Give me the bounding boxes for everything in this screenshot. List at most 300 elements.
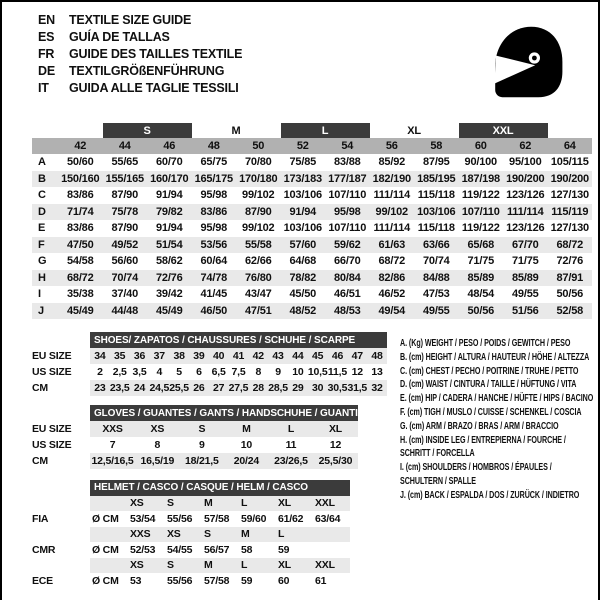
size-value: 160/170: [147, 171, 192, 188]
helmet-table: [32, 480, 350, 589]
size-value: 111/114: [373, 222, 411, 235]
size-value: 55/65: [111, 156, 139, 169]
sub-value: 37: [149, 348, 169, 364]
size-value: 74/78: [192, 270, 237, 287]
sub-value: 59: [241, 574, 253, 587]
size-value: 67/70: [503, 237, 548, 254]
sub-value: 57/58: [204, 512, 230, 525]
sub-value: 48: [367, 348, 387, 364]
sub-value: 34: [90, 348, 110, 364]
size-value: 111/114: [503, 204, 548, 221]
size-header-row: [32, 138, 592, 154]
sub-value: 58: [241, 543, 253, 556]
size-value: 91/94: [155, 222, 183, 235]
size-header-cell: 58: [414, 138, 459, 154]
size-header-cell: 56: [370, 138, 415, 154]
size-value: 39/42: [155, 288, 183, 301]
language-row: [38, 12, 242, 29]
sub-value: 52/53: [130, 543, 156, 556]
sub-value: XS: [128, 496, 165, 512]
sub-value: 16,5/19: [135, 453, 180, 469]
size-value: 62/66: [245, 255, 272, 268]
language-label: GUIDA ALLE TAGLIE TESSILI: [69, 81, 239, 95]
size-value: 115/119: [548, 204, 593, 221]
size-group-header: XXL: [459, 123, 548, 138]
size-value: 170/180: [236, 171, 281, 188]
size-group-header: XL: [407, 124, 421, 137]
sub-value: 26: [189, 380, 209, 396]
sub-value: 47: [347, 348, 367, 364]
sub-row: [32, 453, 358, 469]
sub-value: 25,5: [169, 382, 189, 394]
size-value: 83/86: [66, 189, 94, 202]
size-value: 123/126: [506, 222, 545, 235]
size-value: 68/72: [548, 237, 593, 254]
sub-row-label: EU SIZE: [32, 350, 72, 362]
sub-value: 7: [109, 439, 116, 451]
sub-row: [32, 496, 350, 512]
size-value: 70/74: [103, 270, 148, 287]
sub-value: Ø CM: [92, 512, 119, 525]
measurement-row: [32, 286, 592, 303]
size-value: 65/75: [200, 156, 228, 169]
sub-value: S: [180, 421, 225, 437]
sub-value: M: [202, 496, 239, 512]
sub-value: 5: [176, 366, 182, 378]
size-value: 95/98: [325, 204, 370, 221]
legend-item: E. (cm) HIP / CADERA / HANCHE / HÜFTE / HIPS / BACINO: [400, 393, 594, 405]
sub-row-label: CM: [32, 382, 48, 394]
size-header-cell: 48: [192, 138, 237, 154]
size-value: 72/76: [147, 270, 192, 287]
sub-value: 56/57: [204, 543, 230, 556]
sub-row: [32, 380, 387, 396]
size-value: 49/54: [370, 303, 415, 320]
language-code: ES: [38, 30, 55, 44]
sub-value: 28,5: [268, 382, 288, 394]
size-value: 51/56: [503, 303, 548, 320]
size-value: 115/118: [417, 189, 455, 202]
size-value: 187/198: [459, 171, 504, 188]
sub-row: [32, 348, 387, 364]
size-value: 48/54: [467, 288, 495, 301]
language-label: GUIDE DES TAILLES TEXTILE: [69, 47, 243, 61]
language-label: TEXTILE SIZE GUIDE: [69, 13, 192, 27]
sub-value: 30: [308, 380, 328, 396]
sub-value: L: [239, 496, 276, 512]
measurement-row: [32, 204, 592, 221]
size-value: 51/54: [147, 237, 192, 254]
measurement-row: [32, 270, 592, 287]
size-value: 46/52: [378, 288, 406, 301]
size-value: 99/102: [242, 222, 275, 235]
legend-item: A. (Kg) WEIGHT / PESO / POIDS / GEWITCH / PESO: [400, 338, 571, 349]
legend-item: D. (cm) WAIST / CINTURA / TAILLE / HÜFTUNG / VITA: [400, 379, 577, 391]
size-value: 72/76: [556, 255, 584, 268]
size-group-header: [32, 123, 103, 138]
size-value: 87/90: [111, 189, 139, 202]
size-group-row: [32, 123, 592, 138]
row-label: A: [38, 156, 46, 169]
sub-value: 61: [315, 574, 327, 587]
sub-value: [313, 542, 350, 558]
size-value: 105/115: [550, 156, 589, 169]
sub-value: 59/60: [241, 512, 267, 525]
size-value: 49/55: [512, 288, 539, 301]
size-value: 119/122: [461, 189, 500, 202]
sub-title-row: [32, 405, 358, 421]
size-value: 47/50: [58, 237, 103, 254]
size-header-cell: 44: [103, 138, 148, 154]
sub-value: 32: [367, 380, 387, 396]
legend-item: J. (cm) BACK / ESPALDA / DOS / ZURÜCK / INDIETRO: [400, 489, 580, 501]
sub-value: 55/56: [167, 574, 193, 587]
language-code: EN: [38, 13, 55, 27]
size-value: 75/78: [103, 204, 148, 221]
sub-row-label: EU SIZE: [32, 423, 72, 435]
sub-value: XXS: [128, 527, 165, 543]
racing-helmet-icon: [488, 16, 568, 108]
size-value: 45/50: [289, 288, 317, 301]
measurement-row: [32, 237, 592, 254]
size-value: 45/49: [58, 303, 103, 320]
legend-item: B. (cm) HEIGHT / ALTURA / HAUTEUR / HÖHE / ALTEZZA: [400, 351, 590, 363]
sub-value: 29: [288, 380, 308, 396]
language-list: [38, 12, 242, 97]
row-label: B: [32, 171, 58, 188]
row-label: F: [32, 237, 58, 254]
size-value: 53/56: [192, 237, 237, 254]
sub-value: 54/55: [167, 543, 193, 556]
size-value: 45/49: [147, 303, 192, 320]
size-value: 82/86: [370, 270, 415, 287]
sub-value: 23: [90, 380, 110, 396]
size-value: 99/102: [242, 189, 275, 202]
measurement-row: [32, 220, 592, 237]
sub-value: 10: [240, 439, 253, 451]
sub-row: [32, 558, 350, 574]
sub-value: 35: [110, 348, 130, 364]
size-value: 87/90: [111, 222, 139, 235]
measurement-row: [32, 154, 592, 171]
sub-row: [32, 573, 350, 589]
size-header-spacer: [32, 138, 58, 154]
sub-value: 12: [351, 366, 363, 378]
sub-value: 18/21,5: [180, 453, 225, 469]
size-value: 83/86: [192, 204, 237, 221]
sub-value: 27,5: [228, 382, 249, 394]
size-value: 91/94: [155, 189, 183, 202]
size-value: 43/47: [245, 288, 272, 301]
legend-item: F. (cm) TIGH / MUSLO / CUISSE / SCHENKEL / COSCIA: [400, 406, 582, 418]
sub-value: 9: [275, 366, 281, 378]
size-header-cell: 46: [147, 138, 192, 154]
legend-item: I. (cm) SHOULDERS / HOMBROS / ÉPAULES / SCHULTERN / SPALLE: [400, 462, 552, 487]
sub-row-label: US SIZE: [32, 366, 72, 378]
size-value: 79/82: [147, 204, 192, 221]
size-value: 123/126: [506, 189, 545, 202]
size-value: 85/89: [459, 270, 504, 287]
sub-value: 10,5: [307, 366, 328, 378]
sub-value: 38: [169, 348, 189, 364]
sub-value: 13: [371, 366, 383, 378]
size-group-header: L: [281, 123, 370, 138]
language-code: FR: [38, 47, 55, 61]
sub-title-spacer: [32, 332, 90, 348]
sub-value: [90, 527, 128, 543]
sub-value: 60: [278, 574, 290, 587]
sub-value: S: [165, 558, 202, 574]
sub-value: 11,5: [327, 366, 347, 378]
sub-value: 53/54: [130, 512, 156, 525]
measurement-row: [32, 187, 592, 204]
row-label: I: [38, 288, 41, 301]
sub-value: 46: [328, 348, 348, 364]
size-value: 87/90: [236, 204, 281, 221]
size-value: 65/68: [459, 237, 504, 254]
sub-value: 3,5: [132, 366, 147, 378]
size-value: 83/88: [334, 156, 361, 169]
size-group-header: [548, 123, 593, 138]
sub-value: 24: [130, 380, 150, 396]
sub-row: [32, 437, 358, 453]
sub-value: 63/64: [315, 512, 341, 525]
size-value: 50/56: [459, 303, 504, 320]
sub-value: XXL: [313, 558, 350, 574]
size-value: 182/190: [370, 171, 415, 188]
gloves-table: [32, 405, 358, 469]
measurement-row: [32, 303, 592, 320]
size-value: 46/51: [334, 288, 361, 301]
sub-value: 4: [156, 366, 163, 378]
sub-value: XXS: [90, 421, 135, 437]
measurement-row: [32, 253, 592, 270]
size-group-header: M: [231, 124, 241, 137]
row-label: G: [38, 255, 47, 268]
size-value: 84/88: [414, 270, 459, 287]
size-value: 91/94: [281, 204, 326, 221]
legend-item: C. (cm) CHEST / PECHO / POITRINE / TRUHE / PETTO: [400, 365, 579, 377]
size-value: 127/130: [550, 222, 589, 235]
sub-value: S: [165, 496, 202, 512]
size-value: 71/74: [58, 204, 103, 221]
sub-value: 6: [196, 366, 202, 378]
size-value: 55/58: [236, 237, 281, 254]
sub-row-label: ECE: [32, 574, 53, 587]
language-label: TEXTILGRÖßENFÜHRUNG: [69, 64, 225, 78]
sub-value: 44: [288, 348, 308, 364]
sub-value: 8: [255, 366, 262, 378]
sub-value: 8: [154, 439, 161, 451]
sub-value: 45: [308, 348, 328, 364]
sub-value: 30,5: [327, 382, 348, 394]
language-label: GUÍA DE TALLAS: [69, 30, 170, 44]
sub-value: 41: [229, 348, 249, 364]
size-value: 78/82: [281, 270, 326, 287]
size-value: 80/84: [325, 270, 370, 287]
shoes-table: [32, 332, 387, 396]
sub-value: XL: [313, 421, 358, 437]
size-value: 99/102: [370, 204, 415, 221]
sub-row-label: CMR: [32, 543, 56, 556]
sub-value: [90, 558, 128, 574]
sub-value: 40: [209, 348, 229, 364]
language-code: IT: [38, 81, 49, 95]
size-value: 95/100: [509, 156, 542, 169]
size-value: 87/91: [548, 270, 593, 287]
size-value: 165/175: [192, 171, 237, 188]
sub-title-spacer: [32, 480, 90, 496]
size-value: 103/106: [414, 204, 459, 221]
sub-title-row: [32, 480, 350, 496]
size-value: 47/51: [236, 303, 281, 320]
sub-value: 20/24: [224, 453, 269, 469]
sub-row-label: [32, 527, 90, 543]
sub-row: [32, 511, 350, 527]
sub-value: XL: [276, 558, 313, 574]
size-value: 107/110: [328, 222, 367, 235]
language-row: [38, 46, 242, 63]
size-value: 70/80: [245, 156, 272, 169]
size-value: 60/70: [155, 156, 183, 169]
sub-value: Ø CM: [92, 574, 119, 587]
sub-value: 23,5: [109, 382, 130, 394]
sub-value: 28: [248, 380, 268, 396]
sub-value: XS: [165, 527, 202, 543]
size-value: 50/56: [556, 288, 584, 301]
size-value: 41/45: [200, 288, 228, 301]
size-value: 44/48: [103, 303, 148, 320]
sub-value: XL: [276, 496, 313, 512]
sub-value: 6,5: [211, 366, 226, 378]
sub-value: XS: [128, 558, 165, 574]
sub-value: 55/56: [167, 512, 193, 525]
size-value: 37/40: [111, 288, 139, 301]
size-value: 52/58: [548, 303, 593, 320]
size-header-cell: 62: [503, 138, 548, 154]
sub-value: S: [202, 527, 239, 543]
size-value: 83/86: [66, 222, 94, 235]
legend: [400, 337, 596, 503]
sub-value: M: [239, 527, 276, 543]
sub-row: [32, 527, 350, 543]
size-value: 61/63: [370, 237, 415, 254]
sub-title: HELMET / CASCO / CASQUE / HELM / CASCO: [90, 480, 350, 496]
size-value: 107/110: [459, 204, 504, 221]
sub-value: 2,5: [112, 366, 127, 378]
sub-value: Ø CM: [92, 543, 119, 556]
language-row: [38, 63, 242, 80]
size-value: 95/98: [200, 222, 228, 235]
size-value: 107/110: [328, 189, 367, 202]
size-value: 87/95: [423, 156, 450, 169]
sub-value: 12: [329, 439, 342, 451]
size-value: 150/160: [58, 171, 103, 188]
size-value: 85/89: [503, 270, 548, 287]
size-value: 90/100: [464, 156, 497, 169]
sub-value: 27: [209, 380, 229, 396]
size-value: 115/118: [417, 222, 455, 235]
sub-value: 2: [97, 366, 103, 378]
sub-value: 42: [248, 348, 268, 364]
sub-value: M: [224, 421, 269, 437]
sub-value: M: [202, 558, 239, 574]
size-value: 50/60: [66, 156, 94, 169]
size-value: 59/62: [325, 237, 370, 254]
size-value: 47/53: [423, 288, 450, 301]
size-value: 71/75: [512, 255, 539, 268]
size-value: 119/122: [461, 222, 500, 235]
size-value: 190/200: [503, 171, 548, 188]
size-value: 49/52: [103, 237, 148, 254]
size-header-cell: 50: [236, 138, 281, 154]
size-table: [32, 123, 592, 319]
size-value: 63/66: [414, 237, 459, 254]
sub-value: 10: [292, 366, 304, 378]
sub-row: [32, 542, 350, 558]
size-header-cell: 42: [58, 138, 103, 154]
sub-value: [313, 527, 350, 543]
size-value: 58/62: [155, 255, 183, 268]
size-value: 54/58: [66, 255, 94, 268]
sub-value: 25,5/30: [313, 453, 358, 469]
size-value: 103/106: [283, 222, 322, 235]
sub-value: 23/26,5: [269, 453, 314, 469]
sub-value: 12,5/16,5: [91, 455, 134, 467]
language-row: [38, 29, 242, 46]
size-value: 66/70: [334, 255, 361, 268]
row-label: E: [38, 222, 46, 235]
row-label: D: [32, 204, 58, 221]
size-value: 68/72: [58, 270, 103, 287]
size-value: 173/183: [281, 171, 326, 188]
sub-row: [32, 364, 387, 380]
size-value: 103/106: [283, 189, 322, 202]
size-value: 64/68: [289, 255, 317, 268]
size-group-header: S: [103, 123, 192, 138]
sub-title: GLOVES / GUANTES / GANTS / HANDSCHUHE / GUANTI: [90, 405, 358, 421]
sub-value: XXL: [313, 496, 350, 512]
sub-value: 43: [268, 348, 288, 364]
size-value: 85/92: [378, 156, 406, 169]
sub-value: L: [239, 558, 276, 574]
size-value: 155/165: [103, 171, 148, 188]
language-row: [38, 80, 242, 97]
sub-value: 31,5: [347, 382, 368, 394]
sub-value: L: [276, 527, 313, 543]
size-value: 75/85: [289, 156, 317, 169]
sub-value: 53: [130, 574, 142, 587]
size-value: 56/60: [111, 255, 139, 268]
size-value: 48/53: [325, 303, 370, 320]
sub-row-label: CM: [32, 455, 48, 467]
sub-value: 9: [199, 439, 205, 451]
sub-row-label: US SIZE: [32, 439, 72, 451]
size-value: 111/114: [373, 189, 411, 202]
sub-value: XS: [135, 421, 180, 437]
sub-value: 57/58: [204, 574, 230, 587]
legend-item: H. (cm) INSIDE LEG / ENTREPIERNA / FOURCHE / SCHRITT / FORCELLA: [400, 434, 566, 460]
size-value: 127/130: [550, 189, 589, 202]
sub-value: 24,5: [149, 382, 170, 394]
row-label: H: [32, 270, 58, 287]
size-value: 76/80: [236, 270, 281, 287]
sub-value: 39: [189, 348, 209, 364]
row-label: J: [32, 303, 58, 320]
sub-value: [90, 496, 128, 512]
sub-title: SHOES/ ZAPATOS / CHAUSSURES / SCHUHE / SCARPE: [90, 332, 387, 348]
size-header-cell: 64: [548, 138, 593, 154]
